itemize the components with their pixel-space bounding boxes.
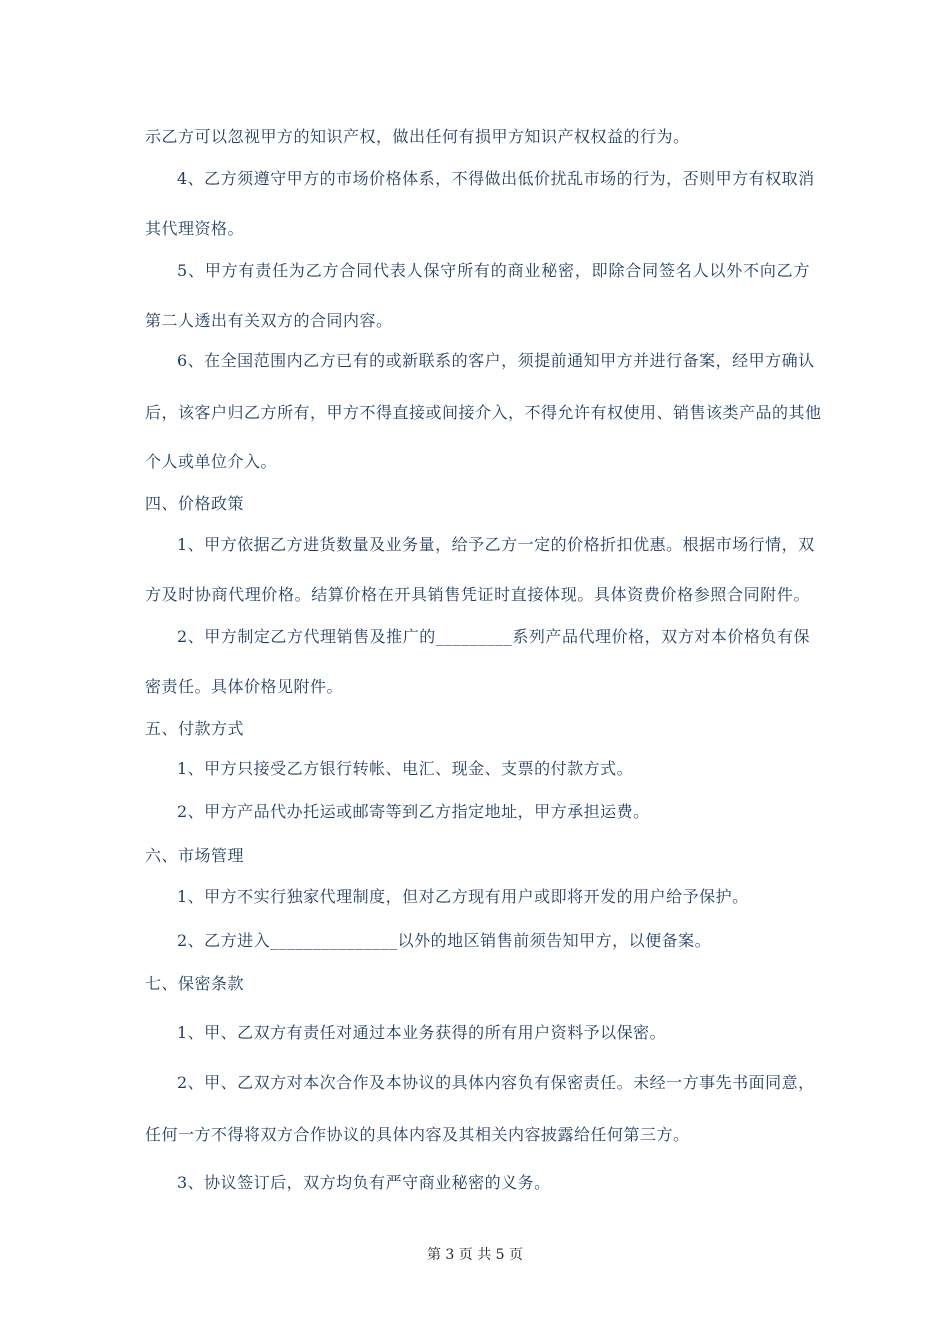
paragraph-line: 示乙方可以忽视甲方的知识产权，做出任何有损甲方知识产权权益的行为。: [145, 127, 690, 146]
price-clause-1-line-2: 方及时协商代理价格。结算价格在开具销售凭证时直接体现。具体资费价格参照合同附件。: [145, 585, 810, 604]
payment-clause-2: 2、甲方产品代办托运或邮寄等到乙方指定地址，甲方承担运费。: [177, 802, 650, 821]
confidentiality-clause-2-line-1: 2、甲、乙双方对本次合作及本协议的具体内容负有保密责任。未经一方事先书面同意，: [177, 1073, 815, 1092]
confidentiality-clause-1: 1、甲、乙双方有责任对通过本业务获得的所有用户资料予以保密。: [177, 1023, 667, 1042]
market-clause-1: 1、甲方不实行独家代理制度，但对乙方现有用户或即将开发的用户给予保护。: [177, 887, 749, 906]
confidentiality-clause-3: 3、协议签订后，双方均负有严守商业秘密的义务。: [177, 1173, 551, 1192]
market-clause-2: 2、乙方进入_______________以外的地区销售前须告知甲方，以便备案。: [177, 931, 712, 950]
clause-4-line-2: 其代理资格。: [145, 219, 245, 238]
section-heading-price-policy: 四、价格政策: [145, 494, 245, 513]
clause-6-line-1: 6、在全国范围内乙方已有的或新联系的客户，须提前通知甲方并进行备案，经甲方确认: [177, 351, 815, 370]
page-footer: 第 3 页 共 5 页: [426, 1247, 524, 1263]
clause-6-line-2: 后，该客户归乙方所有，甲方不得直接或间接介入，不得允许有权使用、销售该类产品的其他: [145, 403, 822, 422]
confidentiality-clause-2-line-2: 任何一方不得将双方合作协议的具体内容及其相关内容披露给任何第三方。: [145, 1125, 690, 1144]
section-heading-market: 六、市场管理: [145, 846, 245, 865]
clause-5-line-2: 第二人透出有关双方的合同内容。: [145, 311, 393, 330]
price-clause-2-line-2: 密责任。具体价格见附件。: [145, 677, 344, 696]
price-clause-2-line-1: 2、甲方制定乙方代理销售及推广的_________系列产品代理价格，双方对本价格负有保: [177, 627, 810, 646]
clause-5-line-1: 5、甲方有责任为乙方合同代表人保守所有的商业秘密，即除合同签名人以外不向乙方: [177, 261, 810, 280]
payment-clause-1: 1、甲方只接受乙方银行转帐、电汇、现金、支票的付款方式。: [177, 759, 634, 778]
section-heading-confidentiality: 七、保密条款: [145, 974, 245, 993]
clause-4-line-1: 4、乙方须遵守甲方的市场价格体系，不得做出低价扰乱市场的行为，否则甲方有权取消: [177, 169, 815, 188]
clause-6-line-3: 个人或单位介入。: [145, 452, 278, 471]
section-heading-payment: 五、付款方式: [145, 719, 245, 738]
price-clause-1-line-1: 1、甲方依据乙方进货数量及业务量，给予乙方一定的价格折扣优惠。根据市场行情，双: [177, 535, 815, 554]
